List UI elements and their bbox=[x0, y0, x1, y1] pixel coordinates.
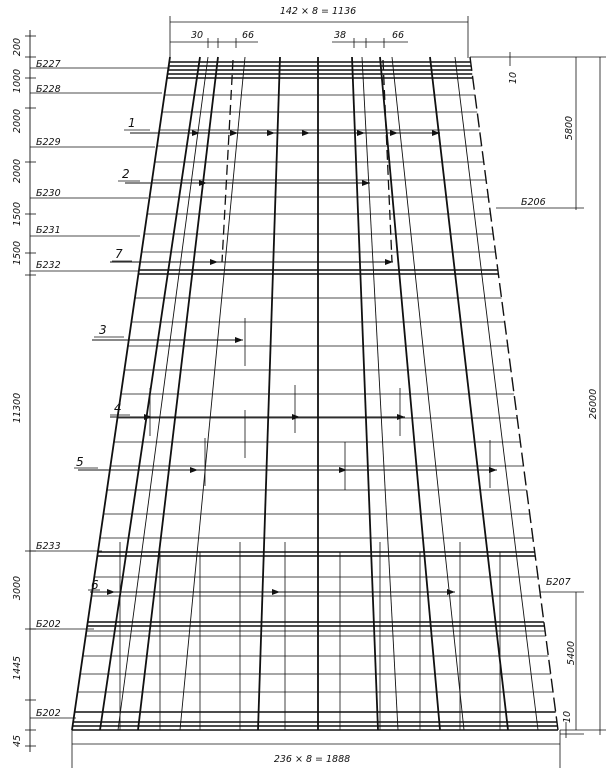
right-dim-26000: 26000 bbox=[588, 388, 599, 420]
arrow-4c-head bbox=[397, 414, 405, 420]
left-dim-45: 45 bbox=[12, 734, 23, 748]
right-dim-5800: 5800 bbox=[564, 115, 575, 141]
annotations bbox=[12, 6, 599, 765]
top-spacing-30: 30 bbox=[190, 30, 204, 41]
arrow-5c-head bbox=[489, 467, 497, 473]
longitudinal-bar bbox=[392, 57, 464, 730]
callout-3: 3 bbox=[99, 323, 107, 337]
top-dimension: 142 × 8 = 1136 bbox=[279, 6, 357, 17]
outline-right-edge bbox=[470, 57, 558, 730]
tag-b233: Б233 bbox=[36, 541, 61, 552]
longitudinal-bar bbox=[118, 57, 208, 730]
dashed-bar-left bbox=[222, 60, 233, 262]
right-gap-top: 10 bbox=[508, 71, 519, 85]
tag-b229: Б229 bbox=[36, 137, 61, 148]
left-dim-3000: 3000 bbox=[12, 575, 23, 601]
left-dim-1500-a: 1500 bbox=[12, 201, 23, 227]
tag-b228: Б228 bbox=[36, 84, 61, 95]
arrow-6c-head bbox=[447, 589, 455, 595]
callout-4: 4 bbox=[114, 401, 122, 415]
arrow-6a-head bbox=[107, 589, 115, 595]
callout-7: 7 bbox=[115, 247, 123, 261]
right-gap-bottom: 10 bbox=[562, 710, 573, 724]
arrow-1e-head bbox=[357, 130, 365, 136]
callout-6: 6 bbox=[91, 578, 99, 592]
callout-2: 2 bbox=[122, 167, 130, 181]
left-dim-1500-b: 1500 bbox=[12, 240, 23, 266]
left-dim-11300: 11300 bbox=[12, 392, 23, 424]
bottom-dimension: 236 × 8 = 1888 bbox=[273, 754, 351, 765]
top-spacing-38: 38 bbox=[333, 30, 347, 41]
tag-b231: Б231 bbox=[36, 225, 61, 236]
callout-1: 1 bbox=[128, 116, 136, 130]
left-dim-1445: 1445 bbox=[12, 655, 23, 681]
tag-b230: Б230 bbox=[36, 188, 61, 199]
tag-b207: Б207 bbox=[546, 577, 571, 588]
arrow-1b-head bbox=[230, 130, 238, 136]
dashed-bar-right bbox=[383, 60, 392, 262]
right-dim-5400: 5400 bbox=[566, 640, 577, 666]
left-dim-1000: 1000 bbox=[12, 68, 23, 94]
arrow-4a-head bbox=[144, 414, 152, 420]
left-dim-200: 200 bbox=[12, 37, 23, 57]
callout-5: 5 bbox=[76, 455, 84, 469]
top-spacing-66-right: 66 bbox=[391, 30, 405, 41]
arrow-1f-head bbox=[390, 130, 398, 136]
arrow-7a-head bbox=[210, 259, 218, 265]
tag-b232: Б232 bbox=[36, 260, 61, 271]
longitudinal-bar bbox=[380, 57, 440, 730]
arrow-5b-head bbox=[339, 467, 347, 473]
tag-b227: Б227 bbox=[36, 59, 61, 70]
tag-b202-lower: Б202 bbox=[36, 708, 61, 719]
longitudinal-bar bbox=[180, 57, 245, 730]
arrow-4b-head bbox=[292, 414, 300, 420]
arrow-1c-head bbox=[267, 130, 275, 136]
tag-b206: Б206 bbox=[521, 197, 546, 208]
arrow-1d-head bbox=[302, 130, 310, 136]
reinforcement-grid bbox=[25, 16, 606, 768]
arrow-5a-head bbox=[190, 467, 198, 473]
longitudinal-bar bbox=[258, 57, 280, 730]
arrow-6b-head bbox=[272, 589, 280, 595]
tag-b202-upper: Б202 bbox=[36, 619, 61, 630]
left-dim-2000-b: 2000 bbox=[12, 158, 23, 184]
arrow-3-head bbox=[235, 337, 243, 343]
left-dim-2000-a: 2000 bbox=[12, 108, 23, 134]
longitudinal-bar bbox=[352, 57, 378, 730]
arrow-1a-head bbox=[192, 130, 200, 136]
top-spacing-66-left: 66 bbox=[241, 30, 255, 41]
